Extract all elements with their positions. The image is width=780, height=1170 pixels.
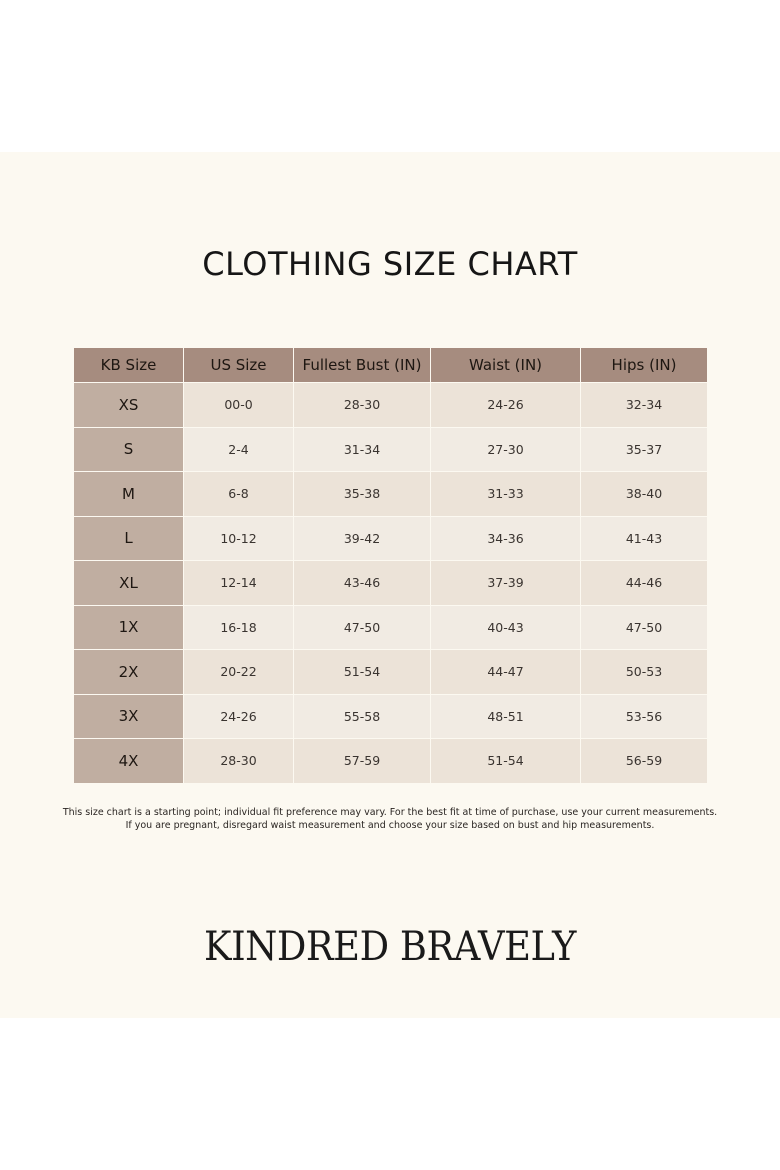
size-chart-note	[0, 806, 780, 832]
hips-cell: 56-59	[581, 739, 708, 784]
bust-cell: 43-46	[294, 561, 431, 606]
us-size-cell: 00-0	[184, 383, 294, 428]
us-size-cell: 2-4	[184, 427, 294, 472]
size-chart-table	[73, 347, 708, 784]
bust-cell: 31-34	[294, 427, 431, 472]
table-row	[74, 605, 708, 650]
hips-cell: 32-34	[581, 383, 708, 428]
note-line-1: This size chart is a starting point; individual fit preference may vary. For the best fit at time of purchase, use your current measurements.	[62, 807, 718, 818]
table-row	[74, 650, 708, 695]
kb-size-cell: 2X	[74, 650, 184, 695]
header-waist: Waist (IN)	[431, 348, 581, 383]
table-row	[74, 383, 708, 428]
hips-cell: 53-56	[581, 694, 708, 739]
hips-cell: 44-46	[581, 561, 708, 606]
kb-size-cell: 3X	[74, 694, 184, 739]
hips-cell: 41-43	[581, 516, 708, 561]
table-row	[74, 427, 708, 472]
hips-cell: 47-50	[581, 605, 708, 650]
us-size-cell: 10-12	[184, 516, 294, 561]
table-row	[74, 739, 708, 784]
waist-cell: 34-36	[431, 516, 581, 561]
waist-cell: 27-30	[431, 427, 581, 472]
us-size-cell: 28-30	[184, 739, 294, 784]
waist-cell: 40-43	[431, 605, 581, 650]
bust-cell: 51-54	[294, 650, 431, 695]
kb-size-cell: XS	[74, 383, 184, 428]
waist-cell: 31-33	[431, 472, 581, 517]
kb-size-cell: L	[74, 516, 184, 561]
bust-cell: 39-42	[294, 516, 431, 561]
header-us-size: US Size	[184, 348, 294, 383]
bust-cell: 55-58	[294, 694, 431, 739]
table-row	[74, 694, 708, 739]
kb-size-cell: M	[74, 472, 184, 517]
kb-size-cell: 4X	[74, 739, 184, 784]
waist-cell: 24-26	[431, 383, 581, 428]
table-row	[74, 516, 708, 561]
bust-cell: 47-50	[294, 605, 431, 650]
bust-cell: 35-38	[294, 472, 431, 517]
hips-cell: 50-53	[581, 650, 708, 695]
kb-size-cell: 1X	[74, 605, 184, 650]
table-header-row	[74, 348, 708, 383]
us-size-cell: 24-26	[184, 694, 294, 739]
bust-cell: 57-59	[294, 739, 431, 784]
waist-cell: 48-51	[431, 694, 581, 739]
waist-cell: 51-54	[431, 739, 581, 784]
note-line-2: If you are pregnant, disregard waist measurement and choose your size based on bust and hip measurements.	[125, 820, 655, 831]
us-size-cell: 20-22	[184, 650, 294, 695]
us-size-cell: 12-14	[184, 561, 294, 606]
waist-cell: 37-39	[431, 561, 581, 606]
header-hips: Hips (IN)	[581, 348, 708, 383]
us-size-cell: 16-18	[184, 605, 294, 650]
header-fullest-bust: Fullest Bust (IN)	[294, 348, 431, 383]
us-size-cell: 6-8	[184, 472, 294, 517]
waist-cell: 44-47	[431, 650, 581, 695]
kb-size-cell: XL	[74, 561, 184, 606]
hips-cell: 38-40	[581, 472, 708, 517]
table-row	[74, 561, 708, 606]
table-row	[74, 472, 708, 517]
kb-size-cell: S	[74, 427, 184, 472]
brand-logo: KINDRED BRAVELY	[204, 924, 576, 970]
bust-cell: 28-30	[294, 383, 431, 428]
page-title: CLOTHING SIZE CHART	[202, 245, 578, 283]
hips-cell: 35-37	[581, 427, 708, 472]
header-kb-size: KB Size	[74, 348, 184, 383]
